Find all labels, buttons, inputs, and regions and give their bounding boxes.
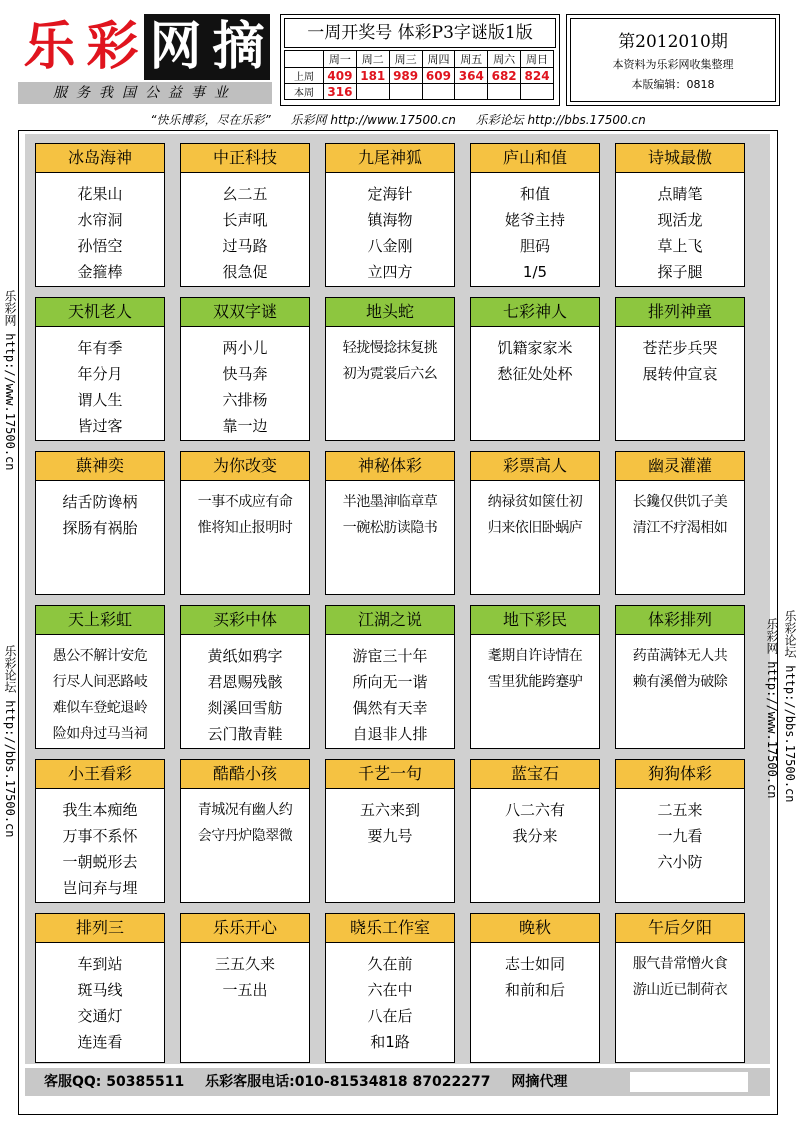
puzzle-cell — [615, 913, 745, 1063]
draw-number: 609 — [422, 68, 455, 84]
puzzle-line: 草上飞 — [657, 237, 703, 255]
weekday: 周二 — [356, 51, 389, 68]
puzzle-line: 六小防 — [657, 853, 703, 871]
puzzle-line: 靠一边 — [222, 417, 268, 435]
puzzle-cell — [35, 451, 165, 595]
puzzle-title: 冰岛海神 — [35, 143, 165, 173]
puzzle-cell — [180, 913, 310, 1063]
logo-char: 摘 — [207, 14, 270, 80]
puzzle-line: 和前和后 — [504, 981, 565, 999]
puzzle-line: 三五久来 — [214, 955, 275, 973]
puzzle-title: 中正科技 — [180, 143, 310, 173]
service-qq: 客服QQ: 50385511 — [44, 1074, 185, 1090]
draw-number: 682 — [488, 68, 521, 84]
issue-title: 一周开奖号 体彩P3字谜版1版 — [284, 18, 556, 48]
puzzle-title: 晓乐工作室 — [325, 913, 455, 943]
puzzle-cell — [615, 759, 745, 903]
row-label: 本周 — [285, 84, 324, 100]
puzzle-cell — [325, 759, 455, 903]
footer-text — [44, 1068, 583, 1096]
agent-input-box — [630, 1072, 748, 1092]
puzzle-cell — [615, 143, 745, 287]
puzzle-line: 归来依旧卧蜗庐 — [487, 520, 583, 536]
logo-char: 彩 — [86, 17, 139, 77]
row-label: 上周 — [285, 68, 324, 84]
puzzle-title: 九尾神狐 — [325, 143, 455, 173]
puzzle-line: 药苗满钵无人共 — [632, 648, 728, 664]
puzzle-line: 探子腿 — [657, 263, 703, 281]
puzzle-title: 地下彩民 — [470, 605, 600, 635]
logo — [18, 14, 272, 80]
puzzle-line: 轻拢慢捻抹复挑 — [342, 340, 438, 356]
puzzle-line: 斑马线 — [77, 981, 123, 999]
source-note: 本资料为乐彩网收集整理 — [612, 58, 734, 71]
puzzle-cell — [615, 605, 745, 749]
puzzle-cell — [615, 297, 745, 441]
draw-number: 181 — [356, 68, 389, 84]
puzzle-line: 我分来 — [512, 827, 558, 845]
puzzle-line: 和1路 — [370, 1033, 410, 1051]
puzzle-cell — [35, 297, 165, 441]
puzzle-line: 愚公不解计安危 — [52, 648, 148, 664]
puzzle-line: 自退非人排 — [352, 725, 428, 743]
puzzle-line: 八二六有 — [504, 801, 565, 819]
draw-number — [356, 84, 389, 100]
puzzle-line: 一朝蜕形去 — [62, 853, 138, 871]
draw-number: 989 — [389, 68, 422, 84]
draw-number: 316 — [324, 84, 357, 100]
puzzle-line: 1/5 — [522, 263, 548, 281]
puzzle-title: 午后夕阳 — [615, 913, 745, 943]
puzzle-line: 谓人生 — [77, 391, 123, 409]
puzzle-title: 千艺一句 — [325, 759, 455, 789]
puzzle-line: 服气昔常憎火食 — [632, 956, 728, 972]
puzzle-line: 幺二五 — [222, 185, 268, 203]
puzzle-cell — [35, 759, 165, 903]
puzzle-line: 立四方 — [367, 263, 413, 281]
draw-number: 824 — [521, 68, 554, 84]
puzzle-line: 雪里犹能跨蹇驴 — [487, 674, 583, 690]
puzzle-title: 诗城最傲 — [615, 143, 745, 173]
editor-note: 本版编辑：0818 — [631, 78, 715, 91]
puzzle-line: 一事不成应有命 — [197, 494, 293, 510]
puzzle-line: 苍茫步兵哭 — [642, 339, 718, 357]
puzzle-line: 八金刚 — [367, 237, 413, 255]
puzzle-title: 天机老人 — [35, 297, 165, 327]
puzzle-line: 展转仲宣哀 — [642, 365, 718, 383]
puzzle-line: 清江不疗渴相如 — [632, 520, 728, 536]
site-link[interactable]: 乐彩网 http://www.17500.cn — [290, 113, 456, 127]
draw-number — [389, 84, 422, 100]
last-week-row — [285, 68, 554, 84]
weekday-row — [285, 51, 554, 68]
puzzle-title: 乐乐开心 — [180, 913, 310, 943]
puzzle-line: 一九看 — [657, 827, 703, 845]
puzzle-cell — [325, 297, 455, 441]
puzzle-line: 志士如同 — [504, 955, 565, 973]
puzzle-title: 庐山和值 — [470, 143, 600, 173]
puzzle-title: 排列三 — [35, 913, 165, 943]
draw-number: 409 — [324, 68, 357, 84]
puzzle-line: 五六来到 — [359, 801, 420, 819]
puzzle-line: 长鑱仅供饥子美 — [632, 494, 728, 510]
puzzle-line: 游山近已制荷衣 — [632, 982, 728, 998]
puzzle-cell — [325, 913, 455, 1063]
puzzle-line: 姥爷主持 — [504, 211, 565, 229]
puzzle-line: 水帘洞 — [77, 211, 123, 229]
puzzle-line: 和值 — [519, 185, 550, 203]
puzzle-cell — [325, 605, 455, 749]
puzzle-line: 交通灯 — [77, 1007, 123, 1025]
puzzle-line: 半池墨渖临章草 — [342, 494, 438, 510]
puzzle-line: 万事不系怀 — [62, 827, 138, 845]
logo-char: 网 — [144, 14, 207, 80]
puzzle-title: 晚秋 — [470, 913, 600, 943]
draw-number — [455, 84, 488, 100]
puzzle-cell — [470, 913, 600, 1063]
puzzle-line: 定海针 — [367, 185, 413, 203]
slogan: 服务我国公益事业 — [18, 82, 272, 104]
agent-label: 网摘代理 — [511, 1074, 568, 1090]
puzzle-line: 要九号 — [367, 827, 413, 845]
puzzle-line: 险如舟过马当祠 — [52, 726, 148, 742]
puzzle-line: 赖有溪僧为破除 — [632, 674, 728, 690]
this-week-row — [285, 84, 554, 100]
puzzle-cell — [35, 605, 165, 749]
puzzle-cell — [470, 451, 600, 595]
puzzle-line: 两小儿 — [222, 339, 268, 357]
service-phone: 乐彩客服电话:010-81534818 87022277 — [205, 1074, 491, 1090]
puzzle-cell — [325, 143, 455, 287]
puzzle-cell — [470, 759, 600, 903]
puzzle-title: 双双字谜 — [180, 297, 310, 327]
puzzle-line: 六排杨 — [222, 391, 268, 409]
puzzle-cell — [470, 143, 600, 287]
side-forum-link[interactable]: 乐彩论坛 http://bbs.17500.cn — [3, 645, 17, 838]
puzzle-line: 一碗松肪读隐书 — [342, 520, 438, 536]
puzzle-line: 车到站 — [77, 955, 123, 973]
puzzle-title: 神秘体彩 — [325, 451, 455, 481]
puzzle-cell — [180, 297, 310, 441]
puzzle-line: 纳禄贫如箧仕初 — [487, 494, 583, 510]
puzzle-line: 偶然有天幸 — [352, 699, 428, 717]
puzzle-title: 地头蛇 — [325, 297, 455, 327]
puzzle-line: 耄期自许诗情在 — [487, 648, 583, 664]
puzzle-line: 快马奔 — [222, 365, 268, 383]
motto: “快乐博彩，尽在乐彩” — [150, 113, 271, 127]
puzzle-line: 孙悟空 — [77, 237, 123, 255]
puzzle-cell — [180, 759, 310, 903]
puzzle-title: 排列神童 — [615, 297, 745, 327]
draw-number: 364 — [455, 68, 488, 84]
puzzle-title: 买彩中体 — [180, 605, 310, 635]
puzzle-title: 七彩神人 — [470, 297, 600, 327]
weekly-results-table — [284, 50, 554, 100]
puzzle-line: 皆过客 — [77, 417, 123, 435]
puzzle-cell — [615, 451, 745, 595]
puzzle-line: 所向无一谐 — [352, 673, 428, 691]
puzzle-line: 一五出 — [222, 981, 268, 999]
puzzle-cell — [35, 913, 165, 1063]
puzzle-title: 酷酷小孩 — [180, 759, 310, 789]
puzzle-cell — [325, 451, 455, 595]
puzzle-line: 金箍棒 — [77, 263, 123, 281]
puzzle-line: 花果山 — [77, 185, 123, 203]
puzzle-title: 彩票高人 — [470, 451, 600, 481]
puzzle-line: 饥籍家家米 — [497, 339, 573, 357]
puzzle-title: 蓝宝石 — [470, 759, 600, 789]
puzzle-line: 难似车登蛇退岭 — [52, 700, 148, 716]
puzzle-line: 云门散青鞋 — [207, 725, 283, 743]
puzzle-line: 现活龙 — [657, 211, 703, 229]
puzzle-line: 初为霓裳后六幺 — [342, 366, 438, 382]
puzzle-line: 二五来 — [657, 801, 703, 819]
puzzle-line: 胆码 — [519, 237, 550, 255]
info-inner — [570, 18, 776, 102]
puzzle-title: 蕻神奕 — [35, 451, 165, 481]
draw-number — [521, 84, 554, 100]
puzzle-cell — [470, 605, 600, 749]
draw-number — [488, 84, 521, 100]
weekday: 周四 — [422, 51, 455, 68]
puzzle-line: 探肠有祸胎 — [62, 519, 138, 537]
puzzle-title: 江湖之说 — [325, 605, 455, 635]
puzzle-line: 八在后 — [367, 1007, 413, 1025]
puzzle-cell — [180, 605, 310, 749]
puzzle-title: 为你改变 — [180, 451, 310, 481]
puzzle-line: 剡溪回雪舫 — [207, 699, 283, 717]
puzzle-cell — [470, 297, 600, 441]
tagline — [18, 110, 778, 130]
puzzle-line: 结舌防谗柄 — [62, 493, 138, 511]
puzzle-line: 游宦三十年 — [352, 647, 428, 665]
puzzle-line: 年有季 — [77, 339, 123, 357]
puzzle-line: 会守丹炉隐翠微 — [197, 828, 293, 844]
weekday: 周一 — [324, 51, 357, 68]
puzzle-line: 六在中 — [367, 981, 413, 999]
puzzle-line: 点睛笔 — [657, 185, 703, 203]
puzzle-line: 黄纸如鸦字 — [207, 647, 283, 665]
puzzle-line: 连连看 — [77, 1033, 123, 1051]
period-number: 第2012010期 — [618, 32, 728, 52]
side-site-link[interactable]: 乐彩网 http://www.17500.cn — [765, 618, 779, 799]
puzzle-cell — [180, 143, 310, 287]
puzzle-line: 久在前 — [367, 955, 413, 973]
puzzle-line: 君恩赐残骸 — [207, 673, 283, 691]
weekday: 周五 — [455, 51, 488, 68]
puzzle-line: 长声吼 — [222, 211, 268, 229]
side-site-link[interactable]: 乐彩网 http://www.17500.cn — [3, 290, 17, 471]
puzzle-cell — [180, 451, 310, 595]
puzzle-title: 天上彩虹 — [35, 605, 165, 635]
puzzle-line: 过马路 — [222, 237, 268, 255]
puzzle-line: 镇海物 — [367, 211, 413, 229]
logo-char: 乐 — [23, 17, 76, 77]
puzzle-line: 青城况有幽人约 — [197, 802, 293, 818]
puzzle-cell — [35, 143, 165, 287]
puzzle-line: 很急促 — [222, 263, 268, 281]
puzzle-line: 我生本痴绝 — [62, 801, 138, 819]
draw-number — [422, 84, 455, 100]
puzzle-line: 惟将知止报明时 — [197, 520, 293, 536]
weekday: 周三 — [389, 51, 422, 68]
side-forum-link[interactable]: 乐彩论坛 http://bbs.17500.cn — [783, 610, 797, 803]
puzzle-title: 小王看彩 — [35, 759, 165, 789]
forum-link[interactable]: 乐彩论坛 http://bbs.17500.cn — [475, 113, 646, 127]
puzzle-line: 行尽人间恶路岐 — [52, 674, 148, 690]
puzzle-title: 狗狗体彩 — [615, 759, 745, 789]
weekday: 周六 — [488, 51, 521, 68]
puzzle-line: 岂问弃与埋 — [62, 879, 138, 897]
puzzle-line: 愁征处处杯 — [497, 365, 573, 383]
puzzle-line: 年分月 — [77, 365, 123, 383]
weekday: 周日 — [521, 51, 554, 68]
puzzle-title: 体彩排列 — [615, 605, 745, 635]
puzzle-title: 幽灵灌灌 — [615, 451, 745, 481]
